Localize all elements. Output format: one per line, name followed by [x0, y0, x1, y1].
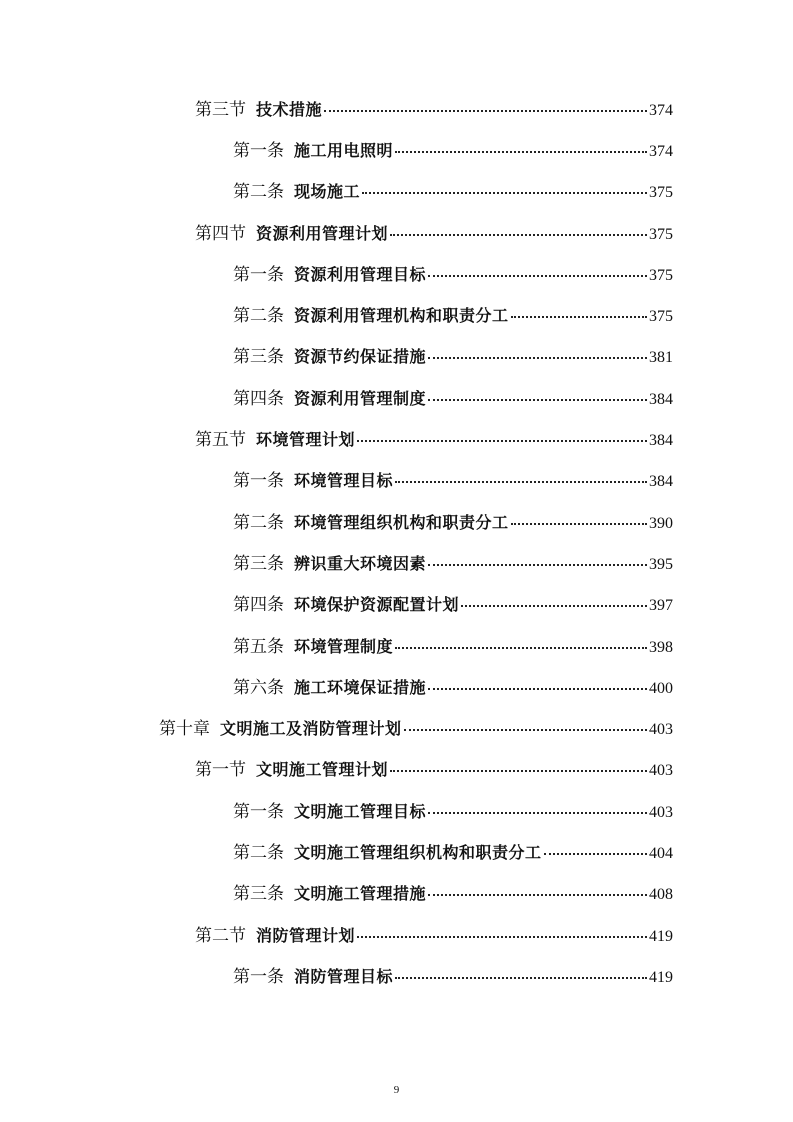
toc-entry[interactable]	[0, 956, 793, 997]
toc-entry-number: 第四条	[233, 595, 284, 616]
toc-entry-number: 第一条	[233, 966, 284, 987]
toc-entry-title: 资源节约保证措施	[294, 347, 427, 367]
toc-entry-title: 环境管理计划	[256, 430, 356, 450]
toc-entry-number: 第一条	[233, 801, 284, 822]
toc-entry[interactable]	[0, 213, 793, 254]
toc-entry[interactable]	[0, 378, 793, 419]
toc-entry-title: 环境管理制度	[294, 636, 394, 656]
toc-entry-page: 403	[649, 762, 673, 780]
toc-entry-page: 400	[649, 679, 673, 697]
toc-entry[interactable]	[0, 626, 793, 667]
toc-entry[interactable]	[0, 915, 793, 956]
toc-entry-title: 环境管理目标	[294, 471, 394, 491]
dot-leader	[390, 756, 647, 772]
toc-entry-title: 施工环境保证措施	[294, 677, 427, 697]
toc-entry-title: 文明施工管理组织机构和职责分工	[294, 842, 542, 862]
toc-entry[interactable]	[0, 543, 793, 584]
toc-entry-number: 第三条	[233, 347, 284, 368]
dot-leader	[395, 633, 647, 649]
toc-entry-title: 资源利用管理制度	[294, 388, 427, 408]
toc-entry-number: 第六条	[233, 677, 284, 698]
toc-entry-page: 375	[649, 225, 673, 243]
toc-entry-number: 第十章	[159, 719, 210, 740]
dot-leader	[357, 922, 647, 938]
toc-entry-page: 408	[649, 886, 673, 904]
toc-entry-page: 419	[649, 968, 673, 986]
toc-entry[interactable]	[0, 419, 793, 460]
toc-entry-title: 环境管理组织机构和职责分工	[294, 512, 509, 532]
toc-entry[interactable]	[0, 172, 793, 213]
toc-entry[interactable]	[0, 461, 793, 502]
toc-entry-number: 第二条	[233, 512, 284, 533]
toc-entry-page: 403	[649, 721, 673, 739]
page-number: 9	[393, 1084, 400, 1096]
toc-entry-page: 384	[649, 390, 673, 408]
toc-entry[interactable]	[0, 130, 793, 171]
dot-leader	[428, 798, 647, 814]
toc-entry-page: 381	[649, 349, 673, 367]
toc-entry-page: 398	[649, 638, 673, 656]
toc-entry[interactable]	[0, 874, 793, 915]
toc-entry-page: 374	[649, 142, 673, 160]
dot-leader	[544, 839, 647, 855]
toc-entry-page: 419	[649, 927, 673, 945]
dot-leader	[404, 715, 647, 731]
toc-entry-title: 现场施工	[294, 182, 361, 202]
toc-entry-page: 404	[649, 844, 673, 862]
toc-entry-title: 文明施工及消防管理计划	[220, 719, 402, 739]
toc-entry[interactable]	[0, 89, 793, 130]
dot-leader	[511, 302, 647, 318]
toc-entry-page: 390	[649, 514, 673, 532]
dot-leader	[395, 467, 647, 483]
toc-entry-title: 文明施工管理计划	[256, 760, 389, 780]
toc-entry-number: 第五条	[233, 636, 284, 657]
toc-entry-page: 375	[649, 184, 673, 202]
toc-entry[interactable]	[0, 750, 793, 791]
toc-entry[interactable]	[0, 708, 793, 749]
toc-entry-number: 第一条	[233, 471, 284, 492]
toc-entry-title: 资源利用管理目标	[294, 264, 427, 284]
toc-entry-number: 第二节	[195, 925, 246, 946]
dot-leader	[428, 385, 647, 401]
toc-entry[interactable]	[0, 585, 793, 626]
toc-entry-page: 375	[649, 308, 673, 326]
dot-leader	[357, 426, 647, 442]
toc-entry-number: 第一条	[233, 264, 284, 285]
toc-entry-title: 资源利用管理计划	[256, 223, 389, 243]
dot-leader	[390, 220, 647, 236]
dot-leader	[461, 591, 647, 607]
toc-entry-number: 第三节	[195, 99, 246, 120]
toc-entry-number: 第三条	[233, 553, 284, 574]
toc-entry[interactable]	[0, 832, 793, 873]
toc-entry-page: 397	[649, 597, 673, 615]
dot-leader	[428, 550, 647, 566]
dot-leader	[395, 137, 647, 153]
toc-entry[interactable]	[0, 502, 793, 543]
toc-entry-number: 第二条	[233, 306, 284, 327]
toc-entry-page: 374	[649, 101, 673, 119]
toc-entry-number: 第一条	[233, 140, 284, 161]
toc-entry-title: 消防管理计划	[256, 925, 356, 945]
toc-entry-number: 第二条	[233, 842, 284, 863]
toc-entry-title: 技术措施	[256, 99, 323, 119]
toc-entry-number: 第四条	[233, 388, 284, 409]
toc-entry-title: 资源利用管理机构和职责分工	[294, 306, 509, 326]
toc-entry-number: 第二条	[233, 182, 284, 203]
toc-entry[interactable]	[0, 254, 793, 295]
dot-leader	[428, 343, 647, 359]
dot-leader	[511, 509, 647, 525]
toc-entry-page: 375	[649, 266, 673, 284]
dot-leader	[395, 963, 647, 979]
toc-entry-title: 文明施工管理措施	[294, 884, 427, 904]
toc-entry-number: 第五节	[195, 430, 246, 451]
toc-entry-number: 第四节	[195, 223, 246, 244]
toc-entry[interactable]	[0, 337, 793, 378]
toc-entry-page: 384	[649, 473, 673, 491]
toc-entry-title: 文明施工管理目标	[294, 801, 427, 821]
dot-leader	[428, 261, 647, 277]
dot-leader	[428, 880, 647, 896]
table-of-contents	[0, 89, 793, 998]
dot-leader	[362, 178, 647, 194]
toc-entry[interactable]	[0, 667, 793, 708]
toc-entry-page: 403	[649, 803, 673, 821]
toc-entry-title: 消防管理目标	[294, 966, 394, 986]
toc-entry-title: 环境保护资源配置计划	[294, 595, 460, 615]
toc-entry-title: 辨识重大环境因素	[294, 553, 427, 573]
toc-entry-number: 第一节	[195, 760, 246, 781]
dot-leader	[428, 674, 647, 690]
dot-leader	[324, 96, 647, 112]
toc-entry-title: 施工用电照明	[294, 140, 394, 160]
toc-entry[interactable]	[0, 295, 793, 336]
toc-entry[interactable]	[0, 791, 793, 832]
toc-entry-page: 384	[649, 432, 673, 450]
toc-entry-page: 395	[649, 555, 673, 573]
toc-entry-number: 第三条	[233, 884, 284, 905]
